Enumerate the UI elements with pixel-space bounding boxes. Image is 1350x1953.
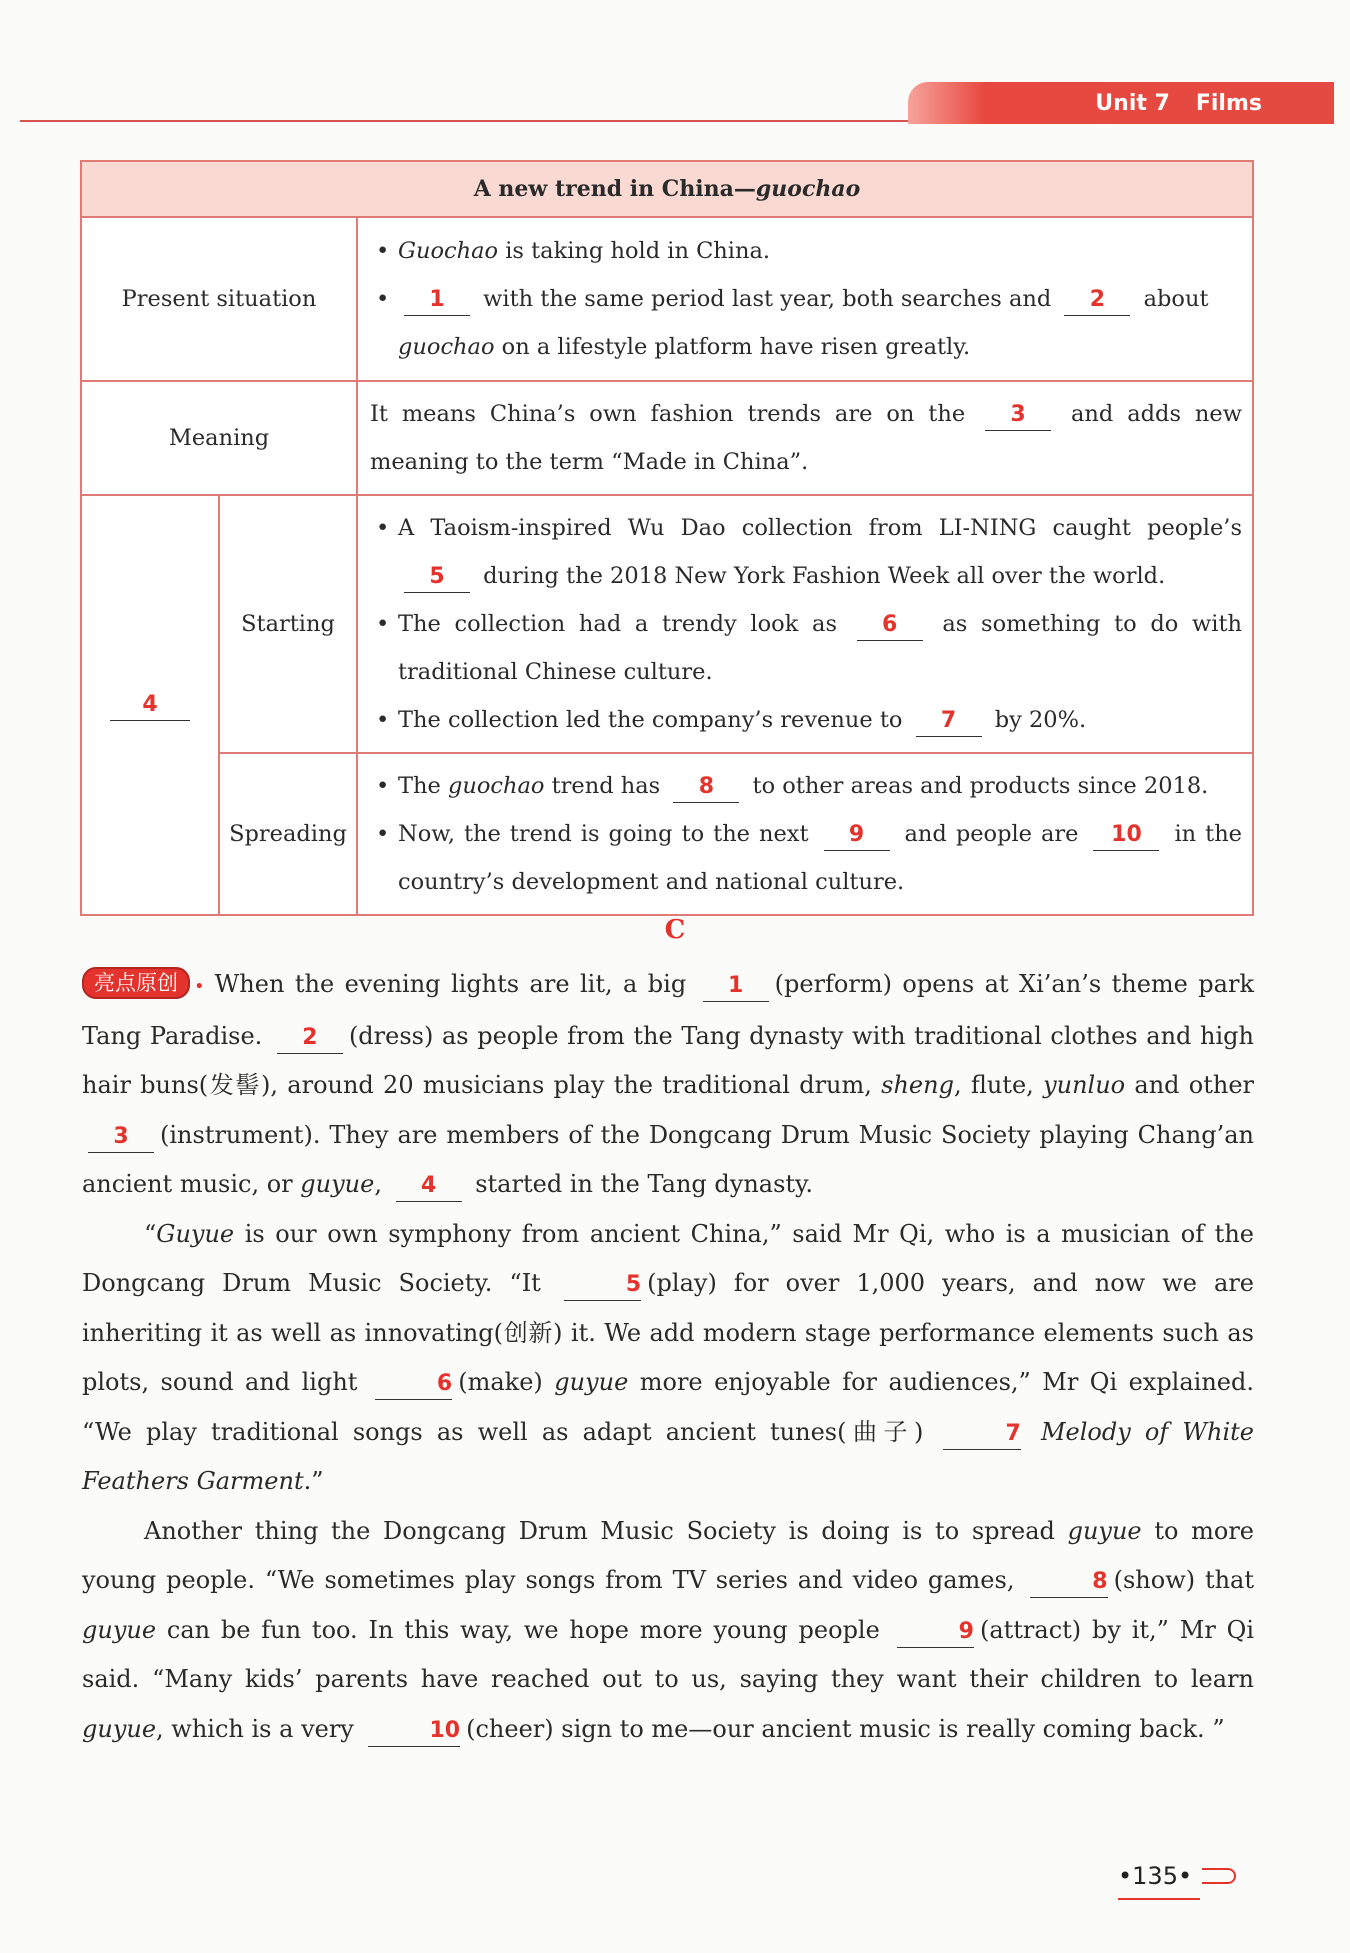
page-number-underline — [1118, 1898, 1200, 1900]
passage-blank-6[interactable]: 6 — [375, 1369, 452, 1400]
passage-blank-10[interactable]: 10 — [368, 1716, 461, 1747]
blank-9[interactable]: 9 — [824, 820, 890, 851]
passage-blank-9[interactable]: 9 — [897, 1617, 974, 1648]
blank-8[interactable]: 8 — [673, 772, 739, 803]
spreading-content — [357, 753, 1253, 915]
passage-c — [82, 960, 1254, 1754]
blank-3[interactable]: 3 — [985, 400, 1051, 431]
starting-content — [357, 495, 1253, 753]
list-item: • The collection had a trendy look as 6 as something to do with traditional Chinese culture. — [376, 611, 1242, 685]
row-label-spreading: Spreading — [219, 753, 357, 915]
passage-blank-1[interactable]: 1 — [703, 971, 769, 1002]
page-arrow-icon — [1202, 1868, 1236, 1884]
blank-4[interactable]: 4 — [110, 690, 190, 721]
unit-title: Films — [1195, 90, 1262, 116]
passage-blank-3[interactable]: 3 — [88, 1122, 154, 1153]
passage-blank-7[interactable]: 7 — [943, 1419, 1020, 1450]
badge-dot-icon: • — [194, 976, 205, 997]
blank-7[interactable]: 7 — [916, 706, 982, 737]
table-title: A new trend in China—guochao — [81, 161, 1253, 217]
unit-label: Unit 7 — [1095, 90, 1170, 116]
passage-blank-4[interactable]: 4 — [396, 1171, 462, 1202]
passage-blank-2[interactable]: 2 — [277, 1023, 343, 1054]
list-item: • Now, the trend is going to the next 9 and people are 10 in the country’s development and national culture. — [376, 821, 1243, 895]
list-item: • 1 with the same period last year, both searches and 2 about guochao on a lifestyle platform have risen greatly. — [376, 286, 1209, 360]
unit-header-tab — [908, 82, 1334, 124]
group-label-cell — [81, 495, 219, 915]
meaning-content: It means China’s own fashion trends are on the 3 and adds new meaning to the term “Made in China”. — [357, 381, 1253, 495]
blank-2[interactable]: 2 — [1064, 285, 1130, 316]
row-label-present: Present situation — [81, 217, 357, 381]
paragraph-3: Another thing the Dongcang Drum Music Society is doing is to spread guyue to more young people. “We sometimes play songs from TV series and video games, 8 (show) that guyue can be fun too. In this way, we hope more young people 9 (attract) by it,” Mr Qi said. “Many kids’ parents have reached out to us, saying they want their children to learn guyue, which is a very 10 (cheer) sign to me—our ancient music is really coming back. ” — [82, 1507, 1254, 1755]
paragraph-1: 亮点原创 • When the evening lights are lit, a big 1 (perform) opens at Xi’an’s theme park Tang Paradise. 2 (dress) as people from the Tang dynasty with traditional clothes and high hair buns(发髻), around 20 musicians play the traditional drum, sheng, flute, yunluo and other 3 (instrument). They are members of the Dongcang Drum Music Society playing Chang’an ancient music, or guyue, 4 started in the Tang dynasty. — [82, 960, 1254, 1210]
list-item: • Guochao is taking hold in China. — [376, 238, 771, 264]
section-letter: C — [664, 915, 686, 945]
list-item: • The guochao trend has 8 to other areas and products since 2018. — [370, 762, 1242, 810]
blank-10[interactable]: 10 — [1093, 820, 1159, 851]
row-label-meaning: Meaning — [81, 381, 357, 495]
list-item: • The collection led the company’s revenue to 7 by 20%. — [370, 696, 1242, 744]
highlight-original-badge: 亮点原创 — [82, 967, 190, 999]
blank-6[interactable]: 6 — [857, 610, 923, 641]
list-item: • A Taoism-inspired Wu Dao collection from LI-NING caught people’s 5 during the 2018 New York Fashion Week all over the world. — [370, 504, 1242, 600]
paragraph-2: “Guyue is our own symphony from ancient China,” said Mr Qi, who is a musician of the Dongcang Drum Music Society. “It 5 (play) for over 1,000 years, and now we are inheriting it as well as innovating(创新) it. We add modern stage performance elements such as plots, sound and light 6 (make) guyue more enjoyable for audiences,” Mr Qi explained. “We play traditional songs as well as adapt ancient tunes(曲子) 7 Melody of White Feathers Garment.” — [82, 1219, 1255, 1495]
passage-blank-5[interactable]: 5 — [564, 1270, 641, 1301]
page-number: •135• — [1118, 1862, 1236, 1890]
present-situation-content — [357, 217, 1253, 381]
guochao-info-table — [80, 160, 1254, 916]
passage-blank-8[interactable]: 8 — [1030, 1567, 1107, 1598]
blank-1[interactable]: 1 — [404, 285, 470, 316]
row-label-starting: Starting — [219, 495, 357, 753]
blank-5[interactable]: 5 — [404, 562, 470, 593]
